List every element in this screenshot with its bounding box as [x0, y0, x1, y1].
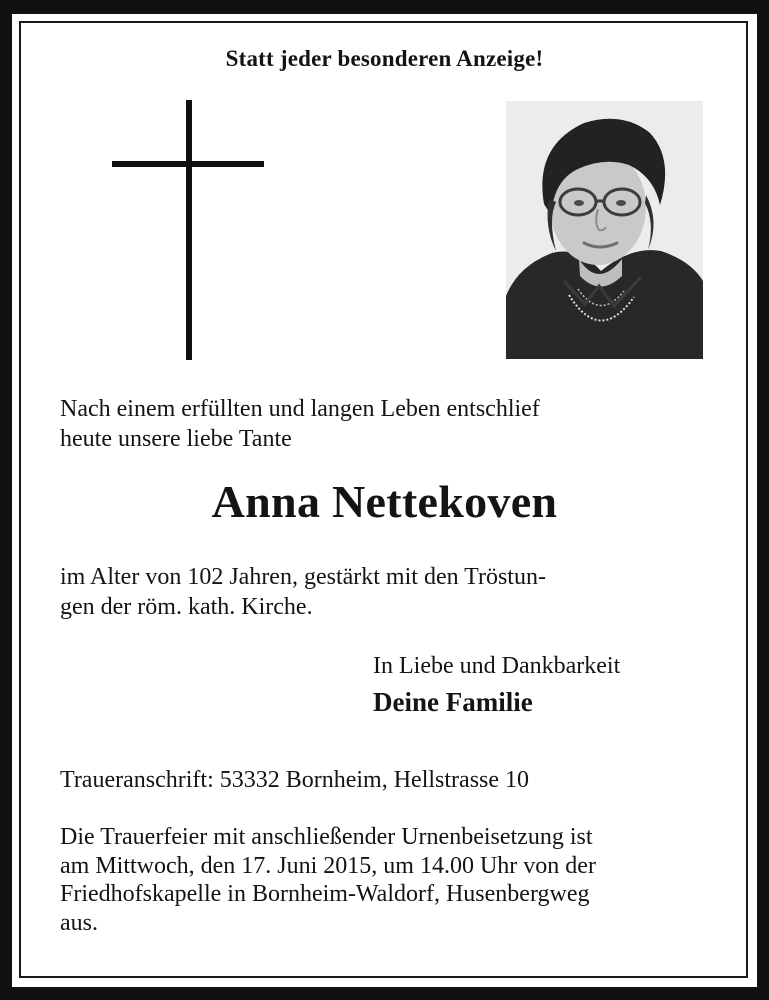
intro-text — [60, 394, 720, 454]
notice-headline: Statt jeder besonderen Anzeige! — [225, 46, 544, 71]
portrait-photo — [506, 101, 703, 359]
cross-horizontal-bar — [112, 161, 264, 167]
closing-block — [373, 648, 733, 720]
age-line-2: gen der röm. kath. Kirche. — [60, 594, 313, 620]
cross-vertical-bar — [186, 100, 192, 360]
cross-icon — [112, 100, 267, 360]
notice-panel — [12, 14, 757, 987]
service-line-1: Die Trauerfeier mit anschließender Urnenbeisetzung ist — [60, 824, 593, 850]
deceased-name: Anna Nettekoven — [211, 476, 558, 527]
intro-line-2: heute unsere liebe Tante — [60, 426, 292, 452]
service-line-2: am Mittwoch, den 17. Juni 2015, um 14.00 Uhr von der — [60, 852, 596, 879]
age-line-1: im Alter von 102 Jahren, gestärkt mit den Tröstun- — [60, 564, 546, 590]
intro-line-1: Nach einem erfüllten und langen Leben entschlief — [60, 396, 540, 422]
service-line-3: Friedhofskapelle in Bornheim-Waldorf, Husenbergweg — [60, 881, 590, 907]
mourning-address: Traueranschrift: 53332 Bornheim, Hellstrasse 10 — [60, 767, 530, 793]
portrait-illustration — [506, 101, 703, 359]
service-line-4: aus. — [60, 909, 98, 936]
service-details — [60, 823, 712, 937]
family-signature: Deine Familie — [373, 687, 533, 717]
age-text — [60, 562, 720, 622]
closing-line: In Liebe und Dankbarkeit — [373, 653, 621, 679]
